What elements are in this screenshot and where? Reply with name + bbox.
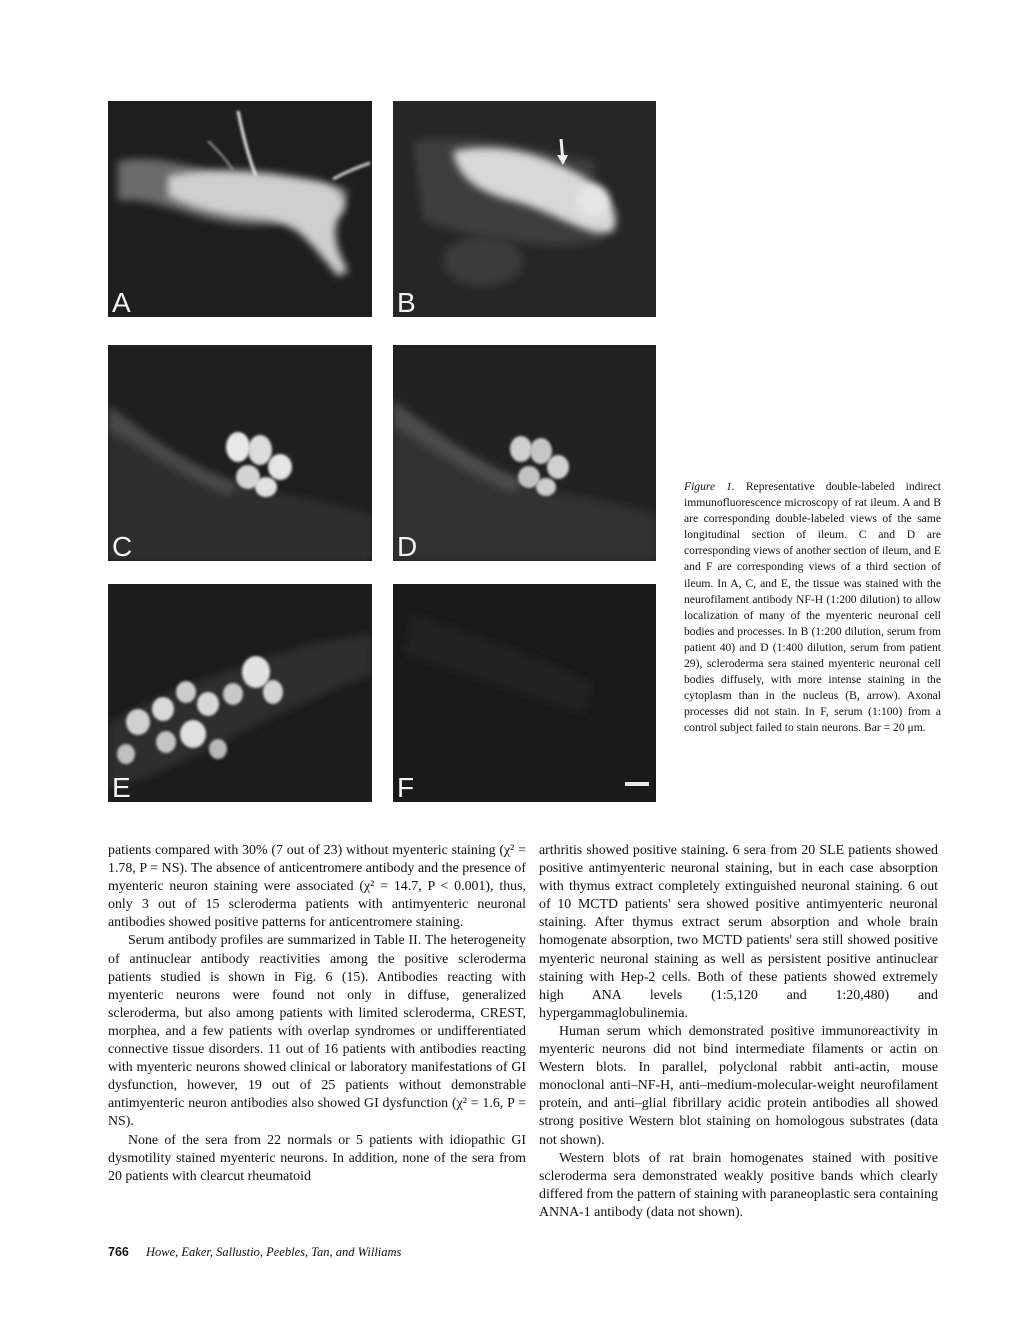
caption-text: Representative double-labeled indirect immunofluorescence microscopy of rat ileum. A and B are corresponding double-labeled views of the same longitudinal section of ileum. C and D are corresponding views of another section of ileum, and E and F are corresponding views of a third section of ileum. In A, C, and E, the tissue was stained with the neurofilament antibody NF-H (1:200 dilution) to allow localization of many of the myenteric neuronal cell bodies and processes. In B (1:200 dilution, serum from patient 40) and D (1:400 dilution, serum from patient 29), scleroderma sera stained myenteric neuronal cell bodies diffusely, with more intense staining in the cytoplasm than in the nucleus (B, arrow). Axonal processes did not stain. In F, serum (1:100) from a control subject failed to stain neurons. Bar = 20 μm. [684,480,942,735]
paragraph: Western blots of rat brain homogenates stained with positive scleroderma sera demonstrated weakly positive bands which clearly differed from the pattern of staining with paraneoplastic sera containing ANNA-1 antibody (data not shown). [539,1150,938,1220]
panel-label: F [397,772,414,802]
panel-label: C [112,531,132,561]
paragraph: arthritis showed positive staining. 6 sera from 20 SLE patients showed positive antimyenteric neuronal staining, but in each case absorption with thymus extract completely extinguished neuronal staining. 6 out of 10 MCTD patients' sera showed positive antimyenteric neuronal staining. After thymus extract serum absorption and whole brain homogenate absorption, two MCTD patients' sera still showed positive myenteric neuronal staining as well as persistent positive antinuclear staining with Hep-2 cells. Both of these patients showed extremely high ANA levels (1:5,120 and 1:20,480) and hypergammaglobulinemia. [539,843,938,1021]
figure-caption [684,479,941,737]
running-authors: Howe, Eaker, Sallustio, Peebles, Tan, and Williams [145,1245,402,1259]
figure-panel-b [393,101,656,317]
paragraph: None of the sera from 22 normals or 5 patients with idiopathic GI dysmotility stained myenteric neurons. In addition, none of the sera from 20 patients with clearcut rheumatoid [108,1132,526,1184]
right-column [539,842,938,1222]
paragraph: patients compared with 30% (7 out of 23) without myenteric staining (χ² = 1.78, P = NS). The absence of anticentromere antibody and the presence of myenteric neuron staining were associated (χ² = 14.7, P < 0.001), thus, only 3 out of 15 scleroderma patients with antimyenteric neuronal antibodies showed positive patterns for anticentromere staining. [108,843,526,931]
figure-panel-f [393,584,656,802]
figure-label: Figure 1. [684,480,735,493]
paragraph: Human serum which demonstrated positive immunoreactivity in myenteric neurons did not bind intermediate filaments or actin on Western blots. In parallel, polyclonal rabbit anti-actin, mouse monoclonal anti–NF-H, anti–medium-molecular-weight neurofilament protein, and anti–glial fibrillary acidic protein antibodies all showed strong positive Western blot staining on homologous substrates (data not shown). [539,1023,938,1148]
micrograph-f [393,584,656,802]
left-column [108,842,526,1186]
page-number: 766 [108,1245,129,1259]
figure-panel-a [108,101,372,317]
micrograph-b [393,101,656,317]
panel-label: D [397,531,417,561]
micrograph-a [108,101,372,317]
micrograph-e [108,584,372,802]
panel-label: E [112,772,130,802]
scale-bar [625,782,649,786]
figure-panel-d [393,345,656,561]
panel-label: B [397,287,415,317]
figure-panel-e [108,584,372,802]
panel-label: A [112,287,130,317]
figure-panel-c [108,345,372,561]
page-footer [108,1245,401,1260]
micrograph-c [108,345,372,561]
micrograph-d [393,345,656,561]
paragraph: Serum antibody profiles are summarized in Table II. The heterogeneity of antinuclear antibody reactivities among the positive scleroderma patients studied is shown in Fig. 6 (15). Antibodies reacting with myenteric neurons were found not only in diffuse, generalized scleroderma, but also among patients with limited scleroderma, CREST, morphea, and a few patients with overlap syndromes or undifferentiated connective tissue disorders. 11 out of 16 patients with antibodies reacting with myenteric neurons showed clinical or laboratory manifestations of GI dysfunction, however, 19 out of 25 patients without demonstrable antimyenteric neuron antibodies also showed GI dysfunction (χ² = 1.6, P = NS). [108,933,526,1130]
